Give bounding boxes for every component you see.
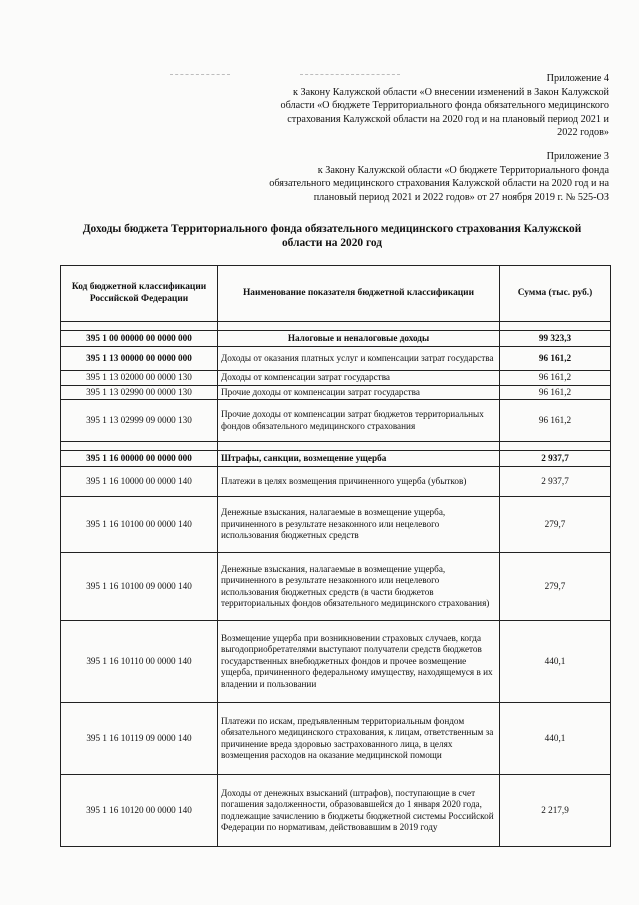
- spacer-row: [61, 322, 611, 331]
- appendix-3-line: к Закону Калужской области «О бюджете Территориального фонда: [317, 164, 609, 176]
- row-code: 395 1 13 02999 09 0000 130: [61, 400, 218, 442]
- row-code: 395 1 16 10120 00 0000 140: [61, 775, 218, 847]
- spacer-cell: [500, 442, 611, 451]
- row-code: 395 1 16 10100 09 0000 140: [61, 553, 218, 621]
- table-header-row: [61, 266, 611, 322]
- row-name: Прочие доходы от компенсации затрат бюджетов территориальных фондов обязательного медицинского страхования: [218, 400, 500, 442]
- header-name: Наименование показателя бюджетной классификации: [218, 266, 500, 322]
- row-amount: 96 161,2: [500, 400, 611, 442]
- appendix-3-line: обязательного медицинского страхования Калужской области на 2020 год и на: [269, 178, 609, 190]
- row-name: Денежные взыскания, налагаемые в возмещение ущерба, причиненного в результате незаконного или нецелевого использования бюджетных средств (в части бюджетов территориальных фондов обязательного медицинского страхования): [218, 553, 500, 621]
- appendix-4-line: к Закону Калужской области «О внесении изменений в Закон Калужской: [292, 86, 609, 98]
- table-row: [61, 371, 611, 386]
- revenue-table: [60, 265, 611, 847]
- row-amount: 2 937,7: [500, 451, 611, 467]
- table-row: [61, 331, 611, 347]
- table-row: [61, 347, 611, 371]
- table-row: [61, 385, 611, 400]
- appendix-3-line: плановый период 2021 и 2022 годов» от 27 ноября 2019 г. № 525-ОЗ: [313, 191, 609, 203]
- appendix-3-block: [269, 150, 609, 204]
- document-title: [62, 222, 602, 250]
- table-row: [61, 703, 611, 775]
- document-title-line: Доходы бюджета Территориального фонда обязательного медицинского страхования Калужской: [82, 223, 582, 235]
- row-name: Доходы от денежных взысканий (штрафов), поступающие в счет погашения задолженности, образовавшейся до 1 января 2020 года, подлежащие зачислению в бюджеты бюджетной системы Российской Федерации по нормативам, действовавшим в 2019 году: [218, 775, 500, 847]
- row-name: Платежи по искам, предъявленным территориальным фондом обязательного медицинского страхования, к лицам, ответственным за причинение вреда здоровью застрахованного лица, в целях возмещения расходов на оказание медицинской помощи: [218, 703, 500, 775]
- table-row: [61, 553, 611, 621]
- row-name: Денежные взыскания, налагаемые в возмещение ущерба, причиненного в результате незаконного или нецелевого использования бюджетных средств: [218, 497, 500, 553]
- spacer-row: [61, 442, 611, 451]
- row-code: 395 1 16 10119 09 0000 140: [61, 703, 218, 775]
- spacer-cell: [218, 442, 500, 451]
- table-row: [61, 467, 611, 497]
- row-name: Платежи в целях возмещения причиненного ущерба (убытков): [218, 467, 500, 497]
- row-amount: 2 937,7: [500, 467, 611, 497]
- row-amount: 279,7: [500, 553, 611, 621]
- table-row: [61, 775, 611, 847]
- appendix-3-line: Приложение 3: [546, 151, 609, 162]
- appendix-4-line: страхования Калужской области на 2020 год и на плановый период 2021 и: [287, 113, 609, 125]
- table-row: [61, 400, 611, 442]
- row-code: 395 1 16 10100 00 0000 140: [61, 497, 218, 553]
- row-name: Доходы от компенсации затрат государства: [218, 371, 500, 386]
- row-amount: 99 323,3: [500, 331, 611, 347]
- header-amount: Сумма (тыс. руб.): [500, 266, 611, 322]
- table-row: [61, 497, 611, 553]
- row-amount: 96 161,2: [500, 385, 611, 400]
- table-row: [61, 451, 611, 467]
- document-title-line: области на 2020 год: [281, 237, 382, 249]
- appendix-4-line: 2022 годов»: [557, 127, 609, 139]
- row-amount: 96 161,2: [500, 347, 611, 371]
- row-code: 395 1 13 02000 00 0000 130: [61, 371, 218, 386]
- row-amount: 440,1: [500, 703, 611, 775]
- spacer-cell: [61, 322, 218, 331]
- row-code: 395 1 00 00000 00 0000 000: [61, 331, 218, 347]
- row-amount: 2 217,9: [500, 775, 611, 847]
- row-amount: 279,7: [500, 497, 611, 553]
- row-code: 395 1 16 00000 00 0000 000: [61, 451, 218, 467]
- appendix-4-line: Приложение 4: [546, 73, 609, 84]
- spacer-cell: [61, 442, 218, 451]
- spacer-cell: [218, 322, 500, 331]
- row-name: Штрафы, санкции, возмещение ущерба: [218, 451, 500, 467]
- row-name: Прочие доходы от компенсации затрат государства: [218, 385, 500, 400]
- spacer-cell: [500, 322, 611, 331]
- row-code: 395 1 13 00000 00 0000 000: [61, 347, 218, 371]
- row-name: Налоговые и неналоговые доходы: [218, 331, 500, 347]
- row-name: Возмещение ущерба при возникновении страховых случаев, когда выгодоприобретателями выступают получатели средств бюджетов государственных внебюджетных фондов и прочее возмещение ущерба, причиненного федеральному имуществу, находящемуся в их владении и пользовании: [218, 621, 500, 703]
- row-code: 395 1 13 02990 00 0000 130: [61, 385, 218, 400]
- table-row: [61, 621, 611, 703]
- appendix-4-line: области «О бюджете Территориального фонда обязательного медицинского: [280, 100, 609, 112]
- row-amount: 96 161,2: [500, 371, 611, 386]
- row-code: 395 1 16 10110 00 0000 140: [61, 621, 218, 703]
- row-name: Доходы от оказания платных услуг и компенсации затрат государства: [218, 347, 500, 371]
- scan-artifact-line: [170, 74, 230, 75]
- header-code: Код бюджетной классификации Российской Федерации: [61, 266, 218, 322]
- row-amount: 440,1: [500, 621, 611, 703]
- row-code: 395 1 16 10000 00 0000 140: [61, 467, 218, 497]
- appendix-4-block: [280, 72, 609, 140]
